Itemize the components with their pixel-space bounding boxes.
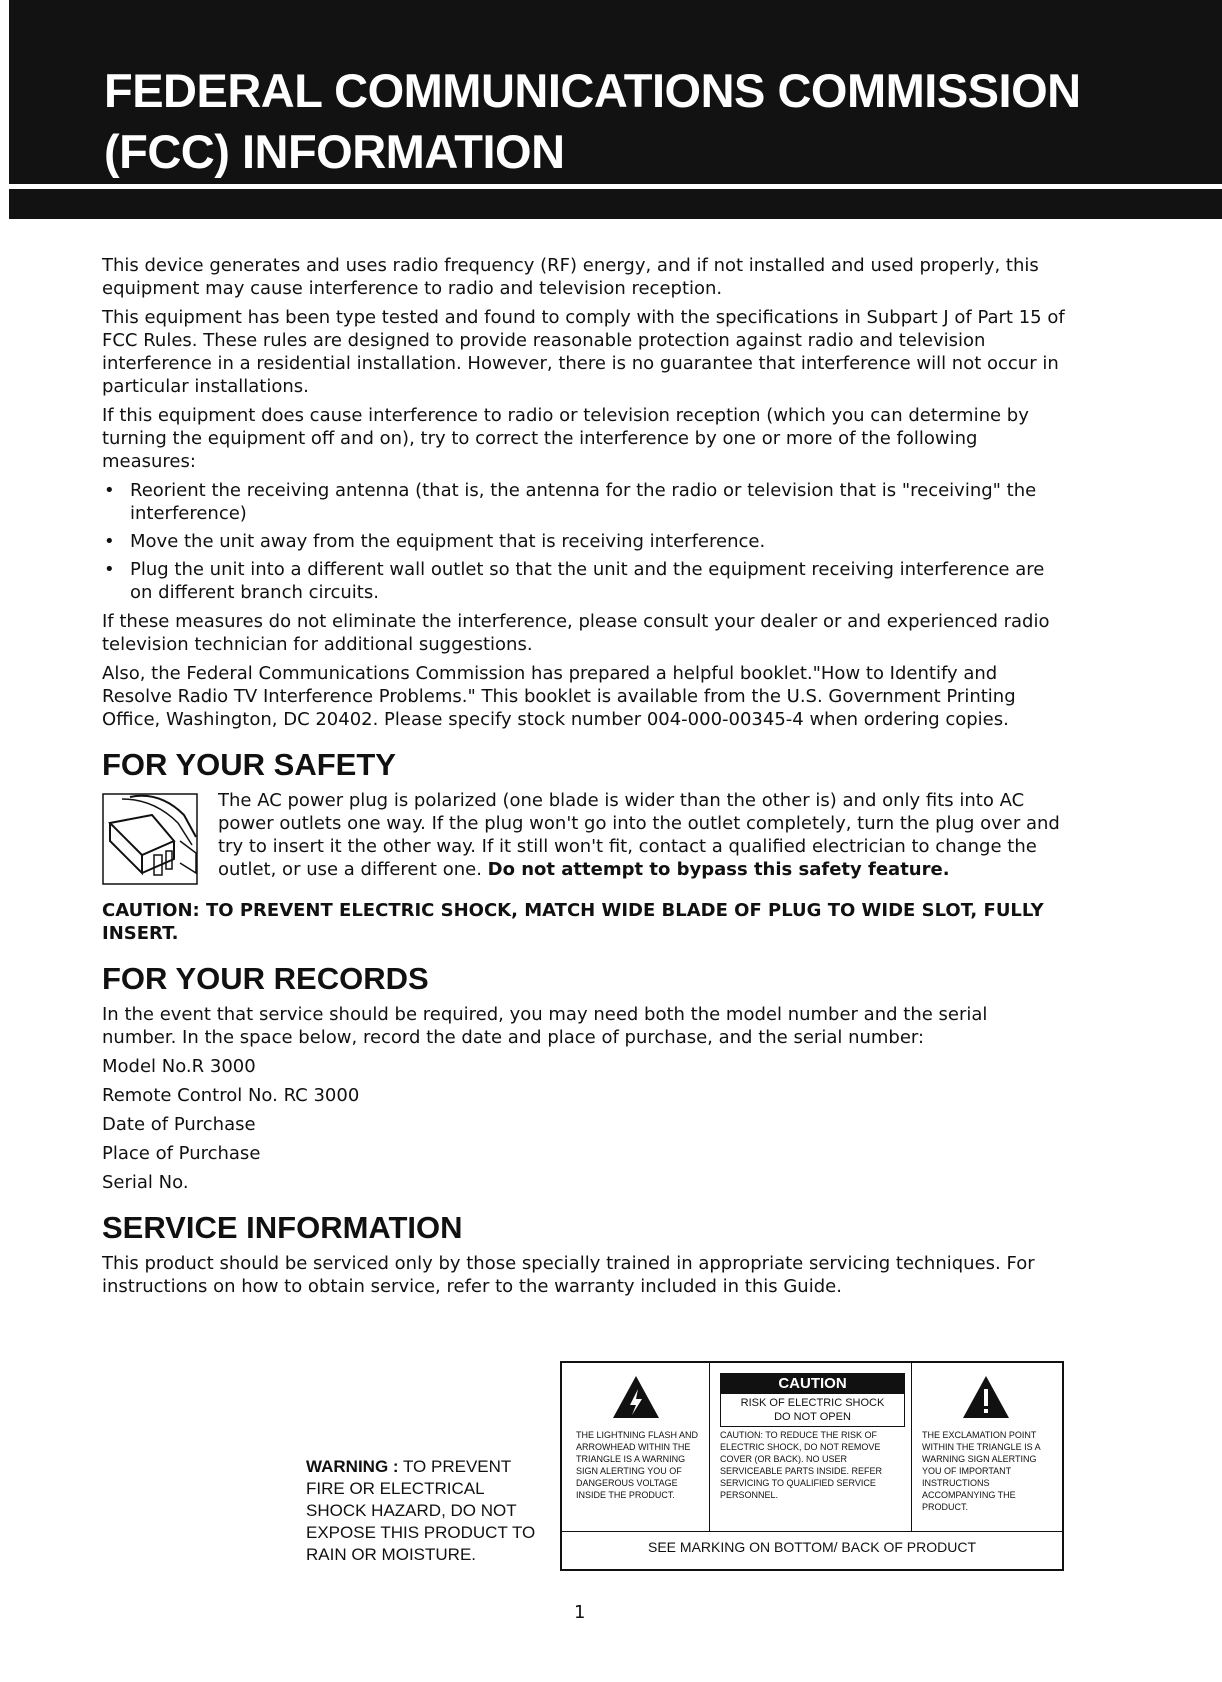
service-text: This product should be serviced only by those specially trained in appropriate servicing techniques. For instructions on how to obtain service, refer to the warranty included in this Guide. [102,1253,1035,1297]
page-title [104,60,1081,182]
place-of-purchase: Place of Purchase [102,1143,261,1164]
header-bar [9,189,1222,219]
exclamation-description: THE EXCLAMATION POINT WITHIN THE TRIANGLE IS A WARNING SIGN ALERTING YOU OF IMPORTANT INSTRUCTIONS ACCOMPANYING THE PRODUCT. [922,1430,1041,1512]
fcc-paragraph-2: This equipment has been type tested and found to comply with the specifications in Subpart J of Part 15 of FCC Rules. These rules are designed to provide reasonable protection against radio and television interference in a residential installation. However, there is no guarantee that interference will not occur in particular installations. [102,307,1065,397]
warning-label: WARNING : [306,1457,399,1476]
polarized-plug-icon [102,793,198,885]
list-item: • Move the unit away from the equipment that is receiving interference. [102,530,1067,553]
safety-section [102,789,1067,889]
warning-statement [306,1456,546,1566]
safety-text: The AC power plug is polarized (one blade is wider than the other is) and only fits into AC power outlets one way. If the plug won't go into the outlet completely, turn the plug over and try to insert it the other way. If it still won't fit, contact a qualified electrician to change the outlet, or use a different one. [218,790,1060,880]
service-heading: SERVICE INFORMATION [102,1210,463,1245]
lightning-description: THE LIGHTNING FLASH AND ARROWHEAD WITHIN THE TRIANGLE IS A WARNING SIGN ALERTING YOU OF DANGEROUS VOLTAGE INSIDE THE PRODUCT. [576,1430,699,1500]
warning-text: TO PREVENT FIRE OR ELECTRICAL SHOCK HAZARD, DO NOT EXPOSE THIS PRODUCT TO RAIN OR MOISTURE. [306,1457,536,1564]
model-number: Model No.R 3000 [102,1056,256,1077]
safety-bold-warning: Do not attempt to bypass this safety feature. [487,859,950,880]
exclamation-triangle-icon [962,1375,1010,1419]
safety-heading: FOR YOUR SAFETY [102,747,396,782]
safety-text-block [218,789,1067,881]
warning-label-box [560,1361,1064,1571]
fcc-paragraph-3: If this equipment does cause interference to radio or television reception (which you can determine by turning the equipment off and on), try to correct the interference by one or more of the following measures: [102,405,1029,472]
caution-line-2: DO NOT OPEN [774,1411,851,1423]
fcc-paragraph-1: This device generates and uses radio frequency (RF) energy, and if not installed and used properly, this equipment may cause interference to radio and television reception. [102,255,1039,299]
serial-number: Serial No. [102,1172,189,1193]
list-item: • Reorient the receiving antenna (that is, the antenna for the radio or television that is "receiving" the interference) [102,479,1067,525]
caution-badge [720,1373,905,1427]
caution-description: CAUTION: TO REDUCE THE RISK OF ELECTRIC SHOCK, DO NOT REMOVE COVER (OR BACK). NO USER SERVICEABLE PARTS INSIDE. REFER SERVICING TO QUALIFIED SERVICE PERSONNEL. [720,1430,883,1500]
interference-measures-list [102,479,1067,604]
records-heading: FOR YOUR RECORDS [102,961,429,996]
remote-control-number: Remote Control No. RC 3000 [102,1085,360,1106]
document-body [102,254,1067,1304]
header-banner [9,0,1222,184]
caution-line-1: RISK OF ELECTRIC SHOCK [740,1397,885,1409]
caution-subtitle [721,1394,904,1426]
marking-note: SEE MARKING ON BOTTOM/ BACK OF PRODUCT [648,1539,976,1555]
page-number: 1 [574,1602,586,1623]
caution-title: CAUTION [721,1374,904,1394]
title-line-1: FEDERAL COMMUNICATIONS COMMISSION [104,64,1081,117]
box-divider [709,1363,710,1531]
box-divider [562,1531,1062,1532]
list-item: • Plug the unit into a different wall outlet so that the unit and the equipment receiving interference are on different branch circuits. [102,558,1067,604]
records-intro: In the event that service should be required, you may need both the model number and the serial number. In the space below, record the date and place of purchase, and the serial number: [102,1004,988,1048]
fcc-paragraph-5: Also, the Federal Communications Commission has prepared a helpful booklet."How to Identify and Resolve Radio TV Interference Problems." This booklet is available from the U.S. Government Printing Office, Washington, DC 20402. Please specify stock number 004-000-00345-4 when ordering copies. [102,663,1016,730]
title-line-2: (FCC) INFORMATION [104,125,565,178]
box-divider [911,1363,912,1531]
lightning-triangle-icon [612,1375,660,1419]
records-list [102,1055,1067,1194]
caution-statement: CAUTION: TO PREVENT ELECTRIC SHOCK, MATCH WIDE BLADE OF PLUG TO WIDE SLOT, FULLY INSERT. [102,900,1044,944]
fcc-paragraph-4: If these measures do not eliminate the interference, please consult your dealer or and experienced radio television technician for additional suggestions. [102,611,1050,655]
date-of-purchase: Date of Purchase [102,1114,256,1135]
